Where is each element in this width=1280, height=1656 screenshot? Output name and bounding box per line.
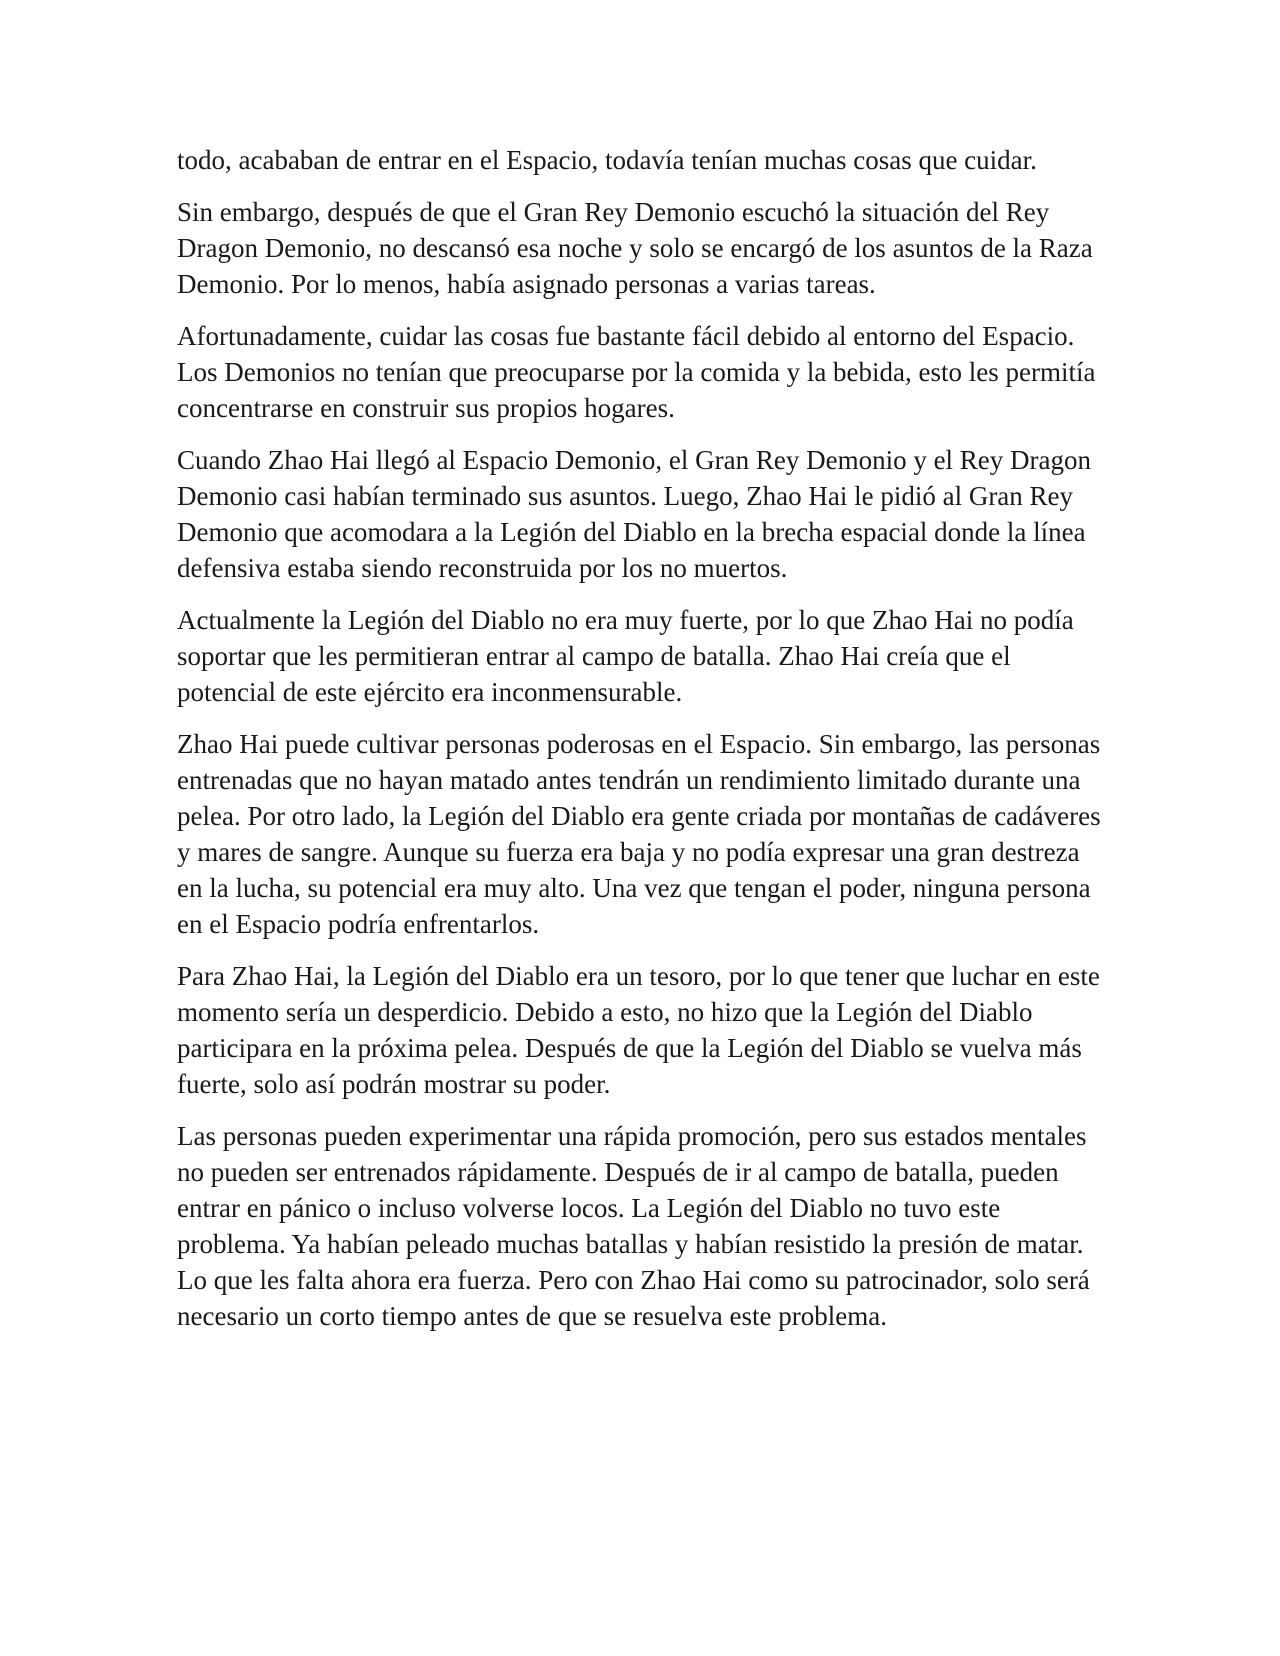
document-page [177, 142, 1107, 1350]
paragraph-7: Para Zhao Hai, la Legión del Diablo era un tesoro, por lo que tener que luchar en este momento sería un desperdicio. Debido a esto, no hizo que la Legión del Diablo participara en la próxima pelea. Después de que la Legión del Diablo se vuelva más fuerte, solo así podrán mostrar su poder. [177, 961, 1100, 1099]
paragraph-4: Cuando Zhao Hai llegó al Espacio Demonio, el Gran Rey Demonio y el Rey Dragon Demonio casi habían terminado sus asuntos. Luego, Zhao Hai le pidió al Gran Rey Demonio que acomodara a la Legión del Diablo en la brecha espacial donde la línea defensiva estaba siendo reconstruida por los no muertos. [177, 445, 1092, 583]
paragraph-6: Zhao Hai puede cultivar personas poderosas en el Espacio. Sin embargo, las personas entrenadas que no hayan matado antes tendrán un rendimiento limitado durante una pelea. Por otro lado, la Legión del Diablo era gente criada por montañas de cadáveres y mares de sangre. Aunque su fuerza era baja y no podía expresar una gran destreza en la lucha, su potencial era muy alto. Una vez que tengan el poder, ninguna persona en el Espacio podría enfrentarlos. [177, 729, 1101, 939]
paragraph-2: Sin embargo, después de que el Gran Rey Demonio escuchó la situación del Rey Dragon Demonio, no descansó esa noche y solo se encargó de los asuntos de la Raza Demonio. Por lo menos, había asignado personas a varias tareas. [177, 197, 1093, 299]
paragraph-8: Las personas pueden experimentar una rápida promoción, pero sus estados mentales no pueden ser entrenados rápidamente. Después de ir al campo de batalla, pueden entrar en pánico o incluso volverse locos. La Legión del Diablo no tuvo este problema. Ya habían peleado muchas batallas y habían resistido la presión de matar. Lo que les falta ahora era fuerza. Pero con Zhao Hai como su patrocinador, solo será necesario un corto tiempo antes de que se resuelva este problema. [177, 1121, 1090, 1331]
paragraph-1: todo, acababan de entrar en el Espacio, todavía tenían muchas cosas que cuidar. [177, 145, 1037, 175]
paragraph-3: Afortunadamente, cuidar las cosas fue bastante fácil debido al entorno del Espacio. Los Demonios no tenían que preocuparse por la comida y la bebida, esto les permitía concentrarse en construir sus propios hogares. [177, 321, 1096, 423]
paragraph-5: Actualmente la Legión del Diablo no era muy fuerte, por lo que Zhao Hai no podía soportar que les permitieran entrar al campo de batalla. Zhao Hai creía que el potencial de este ejército era inconmensurable. [177, 605, 1074, 707]
